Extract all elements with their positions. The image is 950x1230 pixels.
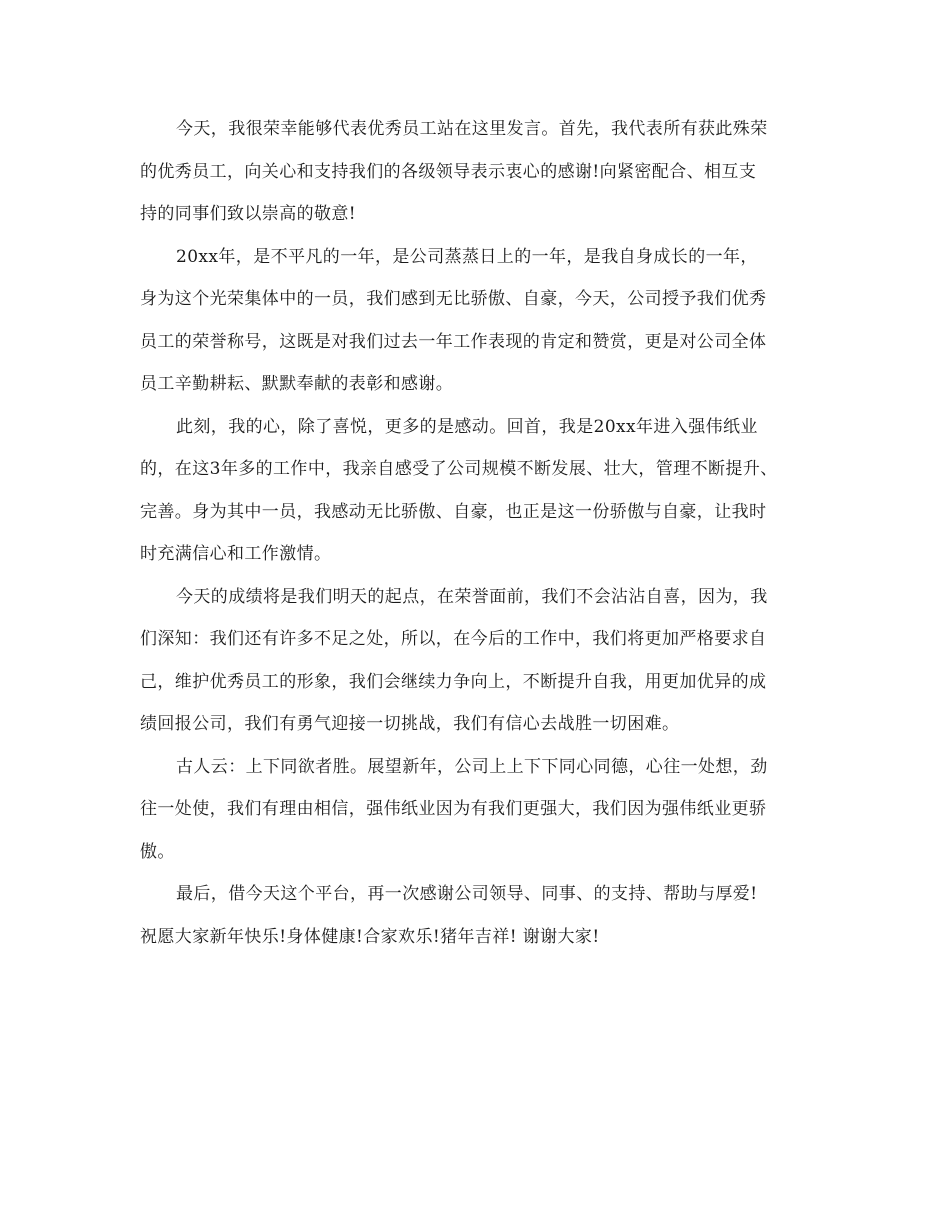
text-line: 20xx年，是不平凡的一年，是公司蒸蒸日上的一年，是我自身成长的一年， — [176, 246, 758, 267]
text-line: 身为这个光荣集体中的一员，我们感到无比骄傲、自豪，今天，公司授予我们优秀 — [140, 289, 767, 309]
paragraph-6 — [140, 873, 812, 958]
text-line: 最后，借今天这个平台，再一次感谢公司领导、同事、的支持、帮助与厚爱! — [176, 884, 758, 904]
text-line: 往一处使，我们有理由相信，强伟纸业因为有我们更强大，我们因为强伟纸业更骄 — [140, 799, 767, 819]
text-line: 的优秀员工，向关心和支持我们的各级领导表示衷心的感谢!向紧密配合、相互支 — [140, 161, 757, 182]
text-line: 持的同事们致以崇高的敬意! — [140, 204, 357, 224]
speech-body — [140, 108, 812, 958]
text-line: 此刻，我的心，除了喜悦，更多的是感动。回首，我是20xx年进入强伟纸业 — [176, 416, 758, 437]
text-line: 祝愿大家新年快乐!身体健康!合家欢乐!猪年吉祥! 谢谢大家! — [140, 926, 600, 947]
text-line: 们深知：我们还有许多不足之处，所以，在今后的工作中，我们将更加严格要求自 — [140, 629, 767, 649]
text-line: 古人云：上下同欲者胜。展望新年，公司上上下下同心同德，心往一处想，劲 — [176, 756, 768, 777]
text-line: 时充满信心和工作激情。 — [140, 544, 332, 564]
text-line: 员工的荣誉称号，这既是对我们过去一年工作表现的肯定和赞赏，更是对公司全体 — [140, 331, 767, 352]
paragraph-3 — [140, 406, 812, 576]
text-line: 的，在这3年多的工作中，我亲自感受了公司规模不断发展、壮大，管理不断提升、 — [140, 459, 778, 479]
paragraph-2 — [140, 236, 812, 406]
text-line: 傲。 — [140, 841, 175, 862]
text-line: 员工辛勤耕耘、默默奉献的表彰和感谢。 — [140, 374, 454, 394]
text-line: 今天的成绩将是我们明天的起点，在荣誉面前，我们不会沾沾自喜，因为，我 — [176, 586, 768, 607]
paragraph-4 — [140, 576, 812, 746]
text-line: 己，维护优秀员工的形象，我们会继续力争向上，不断提升自我，用更加优异的成 — [140, 671, 767, 692]
text-line: 完善。身为其中一员，我感动无比骄傲、自豪，也正是这一份骄傲与自豪，让我时 — [140, 501, 767, 522]
text-line: 今天，我很荣幸能够代表优秀员工站在这里发言。首先，我代表所有获此殊荣 — [176, 119, 768, 139]
text-line: 绩回报公司，我们有勇气迎接一切挑战，我们有信心去战胜一切困难。 — [140, 714, 680, 734]
paragraph-1 — [140, 108, 812, 236]
paragraph-5 — [140, 746, 812, 874]
